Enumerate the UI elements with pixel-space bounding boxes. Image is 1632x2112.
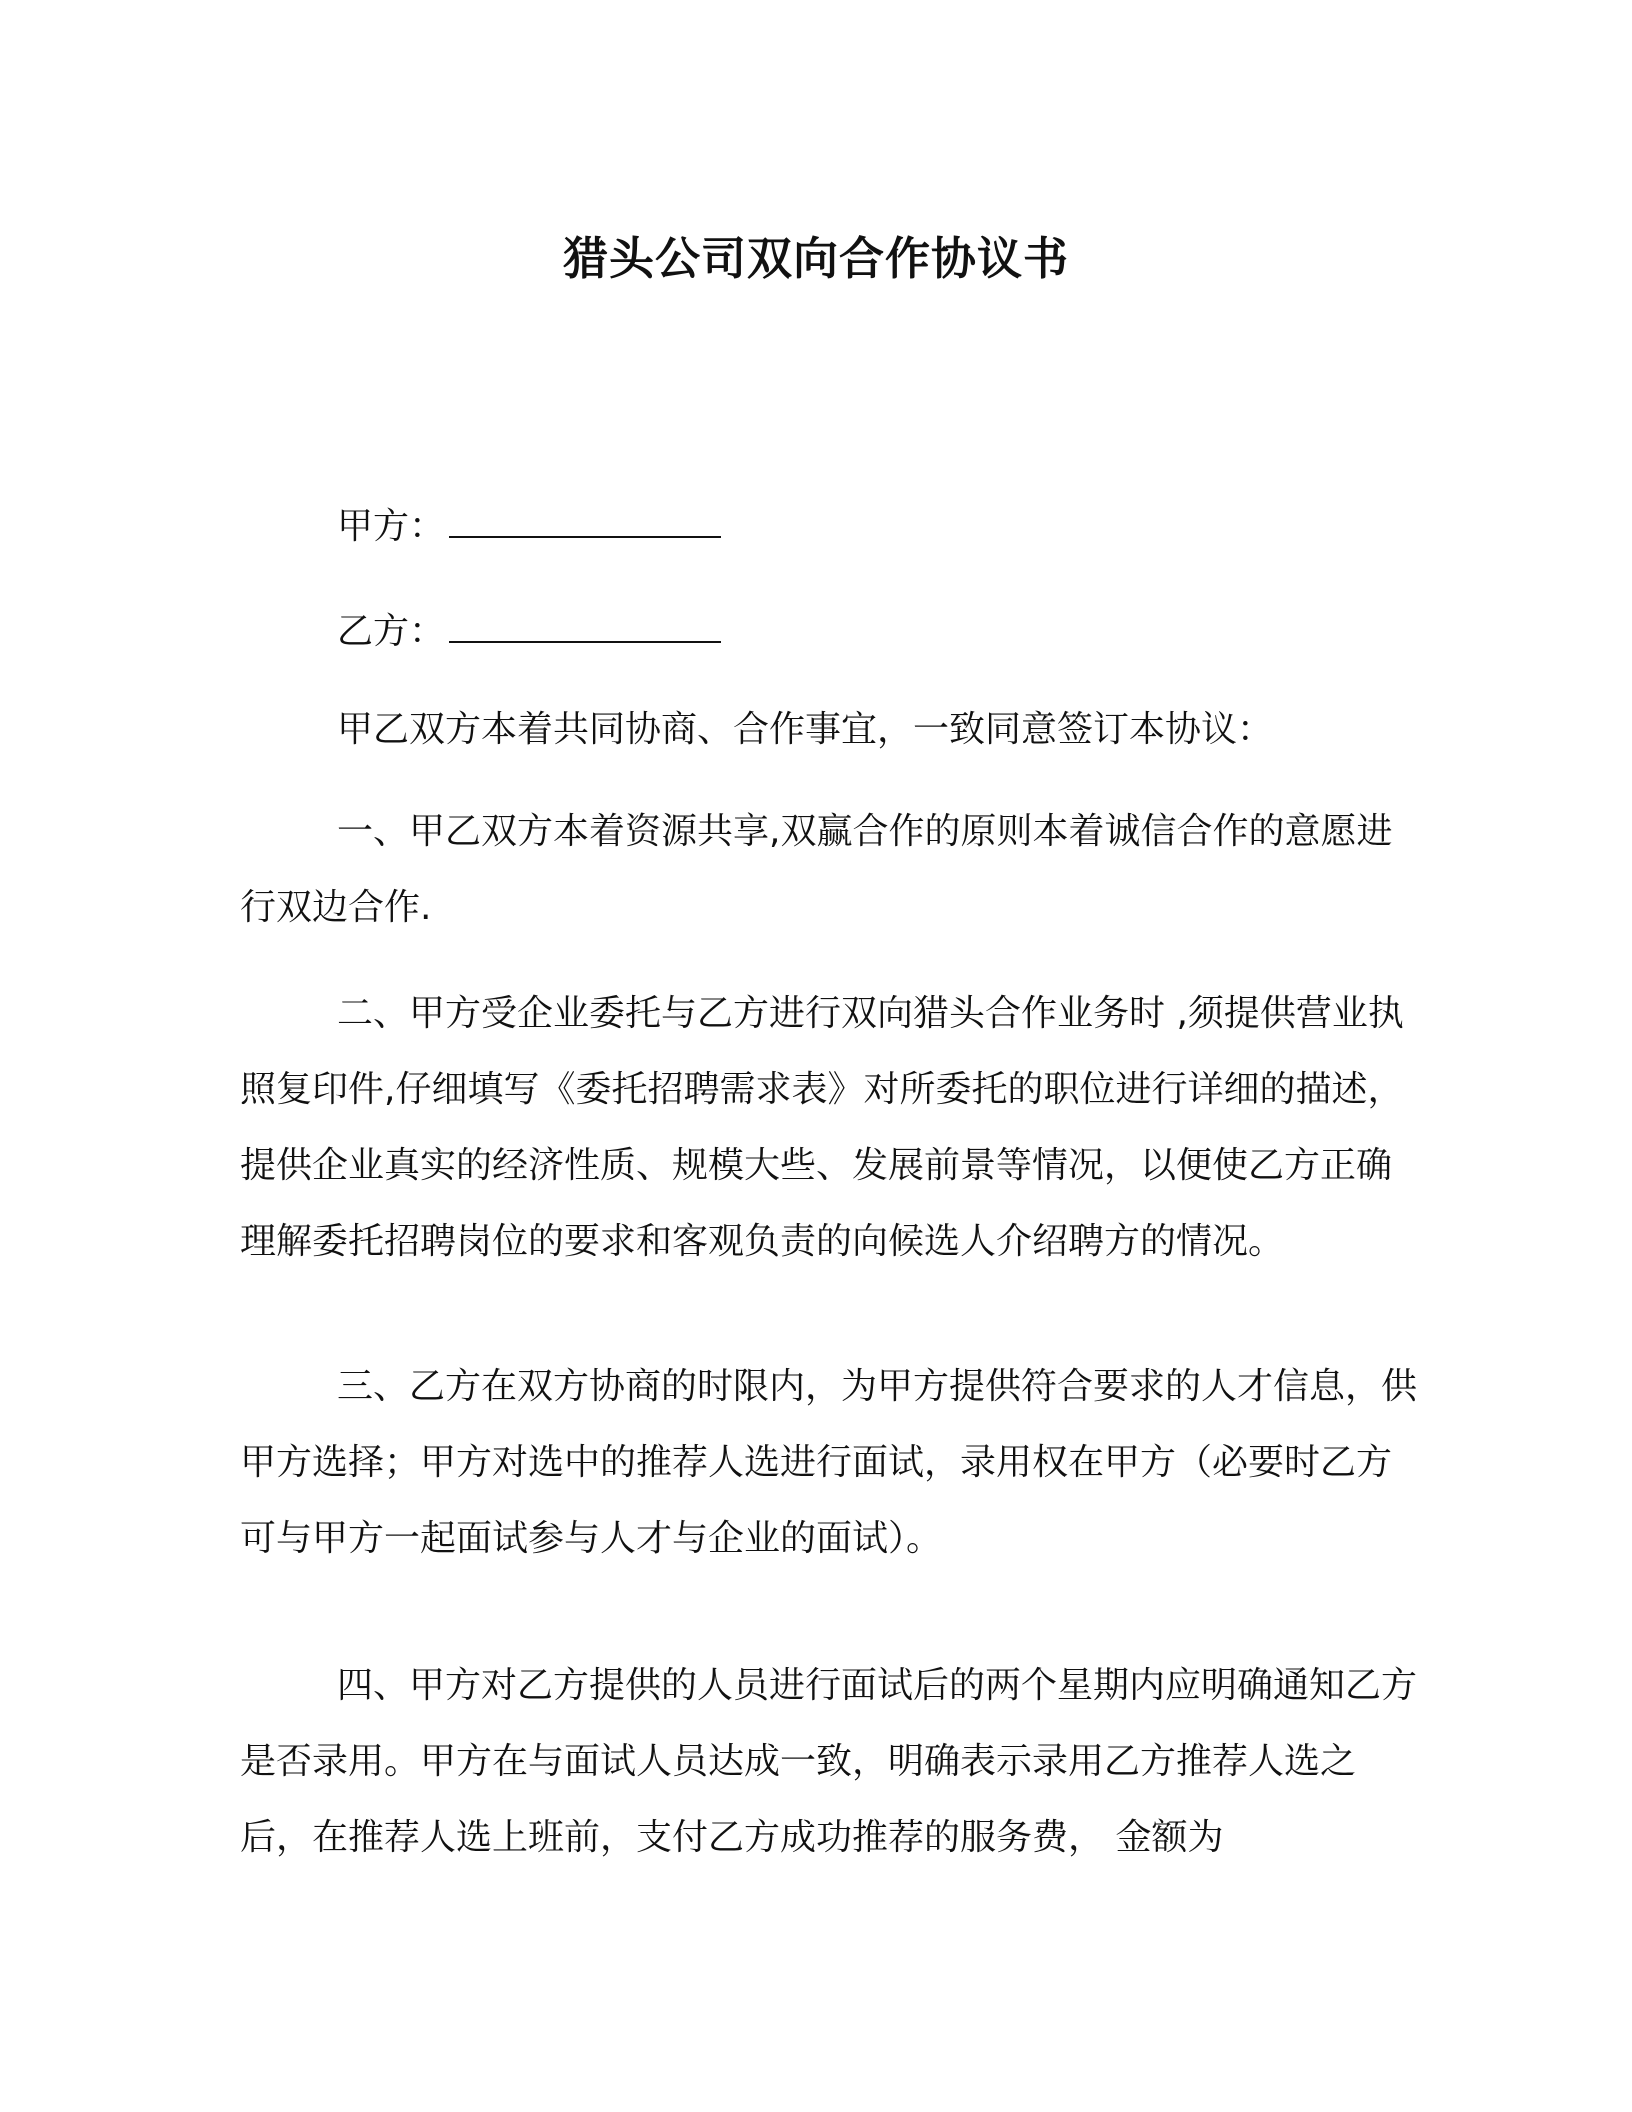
clause-4: 四、甲方对乙方提供的人员进行面试后的两个星期内应明确通知乙方是否录用。甲方在与面试人员达成一致，明确表示录用乙方推荐人选之后，在推荐人选上班前，支付乙方成功推荐的服务费， 金额为 bbox=[240, 1665, 1418, 1858]
clause-3: 三、乙方在双方协商的时限内，为甲方提供符合要求的人才信息，供甲方选择；甲方对选中的推荐人选进行面试，录用权在甲方（必要时乙方可与甲方一起面试参与人才与企业的面试）。 bbox=[240, 1366, 1418, 1559]
party-a-blank bbox=[449, 502, 721, 538]
clause-2: 二、甲方受企业委托与乙方进行双向猎头合作业务时 ,须提供营业执照复印件,仔细填写《委托招聘需求表》对所委托的职位进行详细的描述，提供企业真实的经济性质、规模大些、发展前景等情况，以便使乙方正确理解委托招聘岗位的要求和客观负责的向候选人介绍聘方的情况。 bbox=[240, 993, 1404, 1262]
party-b-line bbox=[337, 603, 721, 654]
party-a-line bbox=[337, 498, 721, 549]
clause-1: 一、甲乙双方本着资源共享,双赢合作的原则本着诚信合作的意愿进行双边合作. bbox=[240, 811, 1393, 928]
party-a-label: 甲方： bbox=[337, 506, 446, 547]
party-b-label: 乙方： bbox=[337, 611, 446, 652]
party-b-blank bbox=[449, 607, 721, 643]
intro-paragraph: 甲乙双方本着共同协商、合作事宜，一致同意签订本协议： bbox=[337, 709, 1274, 750]
document-title: 猎头公司双向合作协议书 bbox=[562, 232, 1069, 285]
